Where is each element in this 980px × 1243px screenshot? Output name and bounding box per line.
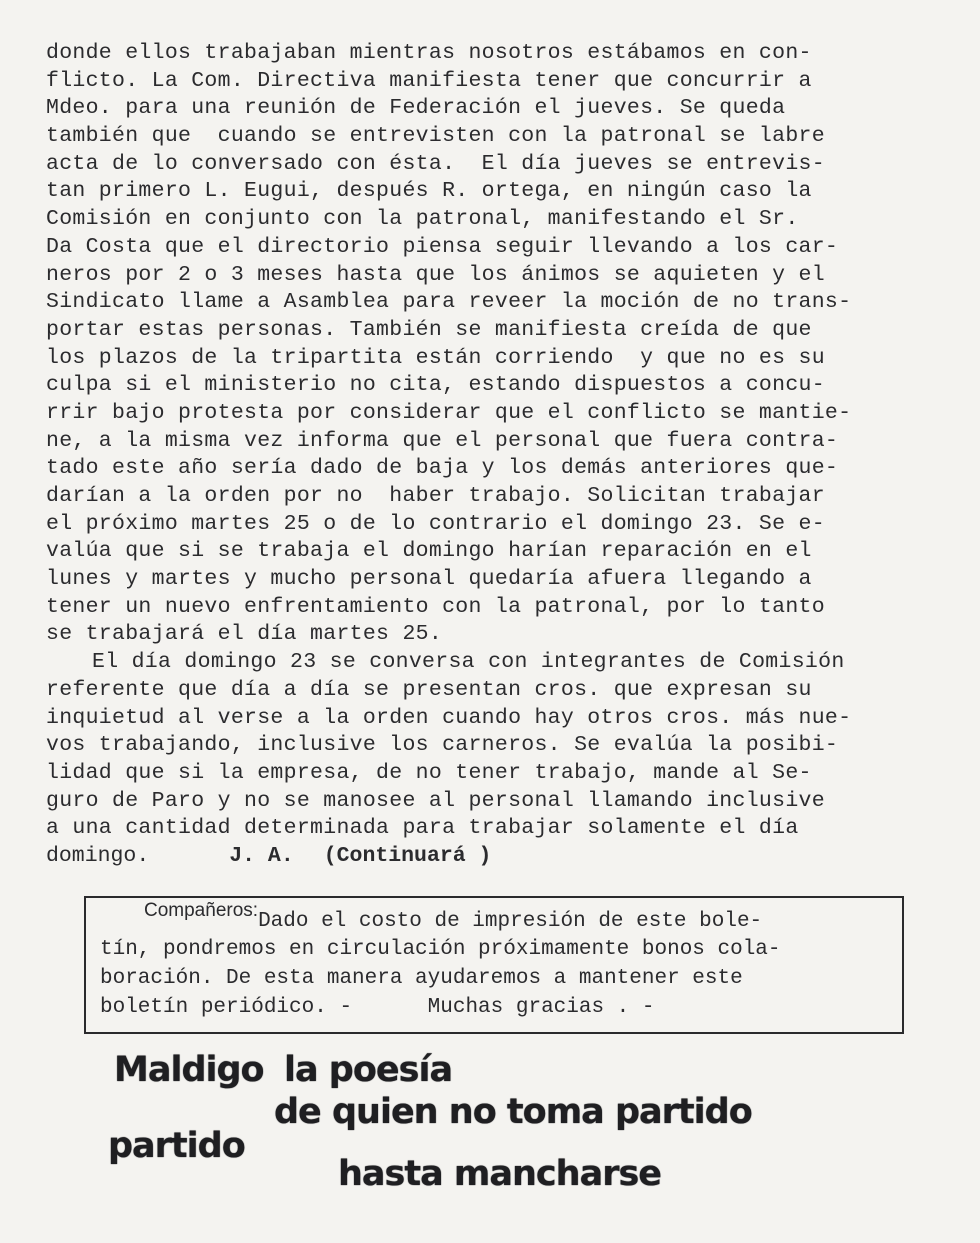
- text-line: ne, a la misma vez informa que el personal que fuera contra-: [46, 428, 839, 453]
- notice-line: [100, 900, 900, 935]
- body-text: [46, 40, 926, 871]
- notice-label: Compañeros:: [144, 900, 259, 921]
- text-line: tado este año sería dado de baja y los demás anteriores que-: [46, 456, 839, 481]
- last-word: domingo.: [46, 843, 150, 868]
- poem-line-1a: Maldigo: [114, 1050, 264, 1090]
- text-line: también que cuando se entrevisten con la patronal se labre: [46, 124, 825, 149]
- text-line: donde ellos trabajaban mientras nosotros estábamos en con-: [46, 41, 812, 65]
- text-line: Da Costa que el directorio piensa seguir llevando a los car-: [46, 234, 839, 259]
- notice-line: tín, pondremos en circulación próximamente bonos cola-: [100, 938, 781, 961]
- text-line: Sindicato llame a Asamblea para reveer la moción de no trans-: [46, 290, 852, 315]
- notice-line: boletín periódico. - Muchas gracias . -: [100, 996, 655, 1019]
- text-line: guro de Paro y no se manosee al personal llamando inclusive: [46, 788, 825, 813]
- text-line: portar estas personas. También se manifiesta creída de que: [46, 317, 812, 342]
- text-line: tan primero L. Eugui, después R. ortega, en ningún caso la: [46, 179, 812, 204]
- text-line: neros por 2 o 3 meses hasta que los ánimos se aquieten y el: [46, 262, 825, 287]
- text-line: culpa si el ministerio no cita, estando dispuestos a concu-: [46, 373, 825, 398]
- text-line: vos trabajando, inclusive los carneros. Se evalúa la posibi-: [46, 733, 839, 758]
- notice-box: [84, 896, 904, 1034]
- notice-text: [100, 900, 900, 1022]
- text-line: acta de lo conversado con ésta. El día jueves se entrevis-: [46, 151, 825, 176]
- text-line: El día domingo 23 se conversa con integrantes de Comisión: [92, 650, 845, 675]
- notice-line: boración. De esta manera ayudaremos a mantener este: [100, 967, 743, 990]
- text-line: se trabajará el día martes 25.: [46, 622, 443, 647]
- text-line: inquietud al verse a la orden cuando hay otros cros. más nue-: [46, 705, 852, 730]
- text-line: el próximo martes 25 o de lo contrario el domingo 23. Se e-: [46, 511, 825, 536]
- text-line: darían a la orden por no haber trabajo. Solicitan trabajar: [46, 484, 825, 508]
- text-line: lunes y martes y mucho personal quedaría afuera llegando a: [46, 567, 812, 592]
- author-initials: J. A.: [229, 843, 294, 868]
- text-line: lidad que si la empresa, de no tener trabajo, mande al Se-: [46, 760, 812, 785]
- text-line: valúa que si se trabaja el domingo harían reparación en el: [46, 539, 812, 564]
- text-line: referente que día a día se presentan cros. que expresan su: [46, 677, 812, 702]
- poem-line-3: partido: [108, 1126, 245, 1166]
- text-line: flicto. La Com. Directiva manifiesta tener que concurrir a: [46, 68, 812, 93]
- text-line: Comisión en conjunto con la patronal, manifestando el Sr.: [46, 207, 799, 232]
- text-line: rrir bajo protesta por considerar que el conflicto se mantie-: [46, 400, 852, 425]
- text-line: los plazos de la tripartita están corriendo y que no es su: [46, 345, 825, 370]
- notice-first-line: Dado el costo de impresión de este bole-: [258, 910, 763, 933]
- text-line: tener un nuevo enfrentamiento con la patronal, por lo tanto: [46, 594, 825, 619]
- poem-line-1b: la poesía: [284, 1050, 453, 1090]
- text-line: Mdeo. para una reunión de Federación el jueves. Se queda: [46, 96, 786, 121]
- continuation-note: (Continuará ): [323, 843, 492, 868]
- poem-line-2: de quien no toma partido: [274, 1092, 752, 1132]
- signature-line: [46, 843, 926, 871]
- text-line: a una cantidad determinada para trabajar solamente el día: [46, 816, 799, 841]
- poem-line-4: hasta mancharse: [338, 1154, 662, 1194]
